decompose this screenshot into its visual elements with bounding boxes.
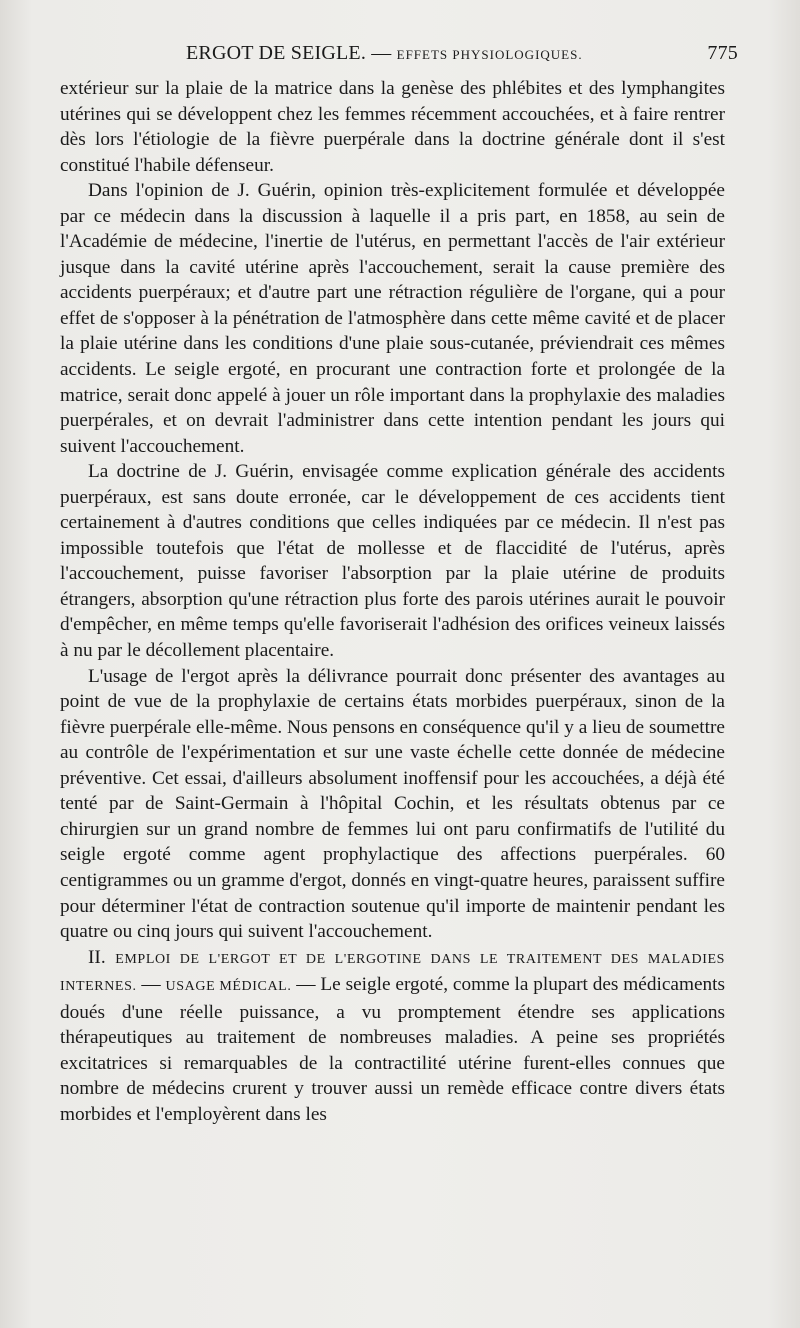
paragraph: Dans l'opinion de J. Guérin, opinion très-explicitement formulée et développée par ce médecin dans la discussion à laquelle il a pris part, en 1858, au sein de l'Académie de médecine, l'inertie de l'utérus, en permettant l'accès de l'air extérieur jusque dans la cavité utérine après l'accouchement, serait la cause première des accidents puerpéraux; et d'autre part une rétraction régulière de l'organe, qui a pour effet de s'opposer à la pénétration de l'atmosphère dans cette même cavité et de placer la plaie utérine dans les conditions d'une plaie sous-cutanée, préviendrait ces mêmes accidents. Le seigle ergoté, en procurant une contraction forte et prolongée de la matrice, serait donc appelé à jouer un rôle important dans la prophylaxie des maladies puerpérales, et on devrait l'administrer dans cette intention pendant les jours qui suivent l'accouchement. xyxy=(60,180,725,457)
paragraph: La doctrine de J. Guérin, envisagée comme explication générale des accidents puerpéraux, est sans doute erronée, car le développement de ces accidents tient certainement à d'autres conditions que celles indiquées par ce médecin. Il n'est pas impossible toutefois que l'état de mollesse et de flaccidité de l'utérus, après l'accouchement, puisse favoriser l'absorption par la plaie utérine de produits étrangers, absorption qu'une rétraction plus forte des parois utérines aurait le pouvoir d'empêcher, en même temps qu'elle favoriserait l'adhésion des orifices veineux laissés à nu par le décollement placentaire. xyxy=(60,461,725,662)
section-paragraph xyxy=(60,945,725,1128)
running-title xyxy=(186,42,583,65)
running-header xyxy=(60,40,738,74)
running-title-sub: EFFETS PHYSIOLOGIQUES. xyxy=(396,47,583,62)
running-title-main: ERGOT DE SEIGLE. — xyxy=(186,42,397,64)
body-text xyxy=(60,76,725,1127)
paragraph: extérieur sur la plaie de la matrice dans la genèse des phlébites et des lymphangites utérines qui se développent chez les femmes récemment accouchées, et à faire rentrer dès lors l'étiologie de la fièvre puerpérale dans la doctrine générale dont il s'est constitué l'habile défenseur. xyxy=(60,78,725,176)
page-number: 775 xyxy=(707,42,738,64)
section-heading: EMPLOI DE L'ERGOT ET DE L'ERGOTINE DANS LE TRAITEMENT DES MALADIES INTERNES. xyxy=(60,951,725,995)
paragraph: L'usage de l'ergot après la délivrance pourrait donc présenter des avantages au point de vue de la prophylaxie de certains états morbides puerpéraux, sinon de la fièvre puerpérale elle-même. Nous pensons en conséquence qu'il y a lieu de soumettre au contrôle de l'expérimentation et sur une vaste échelle cette donnée de médecine préventive. Cet essai, d'ailleurs absolument inoffensif pour les accouchées, a déjà été tenté par de Saint-Germain à l'hôpital Cochin, et les résultats obtenus par ce chirurgien sur un grand nombre de femmes lui ont paru confirmatifs de l'utilité du seigle ergoté comme agent prophylactique des affections puerpérales. 60 centigrammes ou un gramme d'ergot, donnés en vingt-quatre heures, paraissent suffire pour déterminer l'état de contraction soutenue qu'il importe de maintenir pendant les quatre ou cinq jours qui suivent l'accouchement. xyxy=(60,665,725,943)
section-number: II. xyxy=(88,946,116,968)
section-subheading: USAGE MÉDICAL. xyxy=(165,979,292,995)
section-dash: — xyxy=(291,974,321,996)
section-dash: — xyxy=(136,974,166,996)
section-text: Le seigle ergoté, comme la plupart des médicaments doués d'une réelle puissance, a vu promptement étendre ses applications thérapeutiques au traitement de nombreuses maladies. A peine ses propriétés excitatrices si remarquables de la contractilité utérine furent-elles connues que nombre de médecins crurent y trouver aussi un remède efficace contre divers états morbides et l'employèrent dans les xyxy=(60,974,726,1125)
